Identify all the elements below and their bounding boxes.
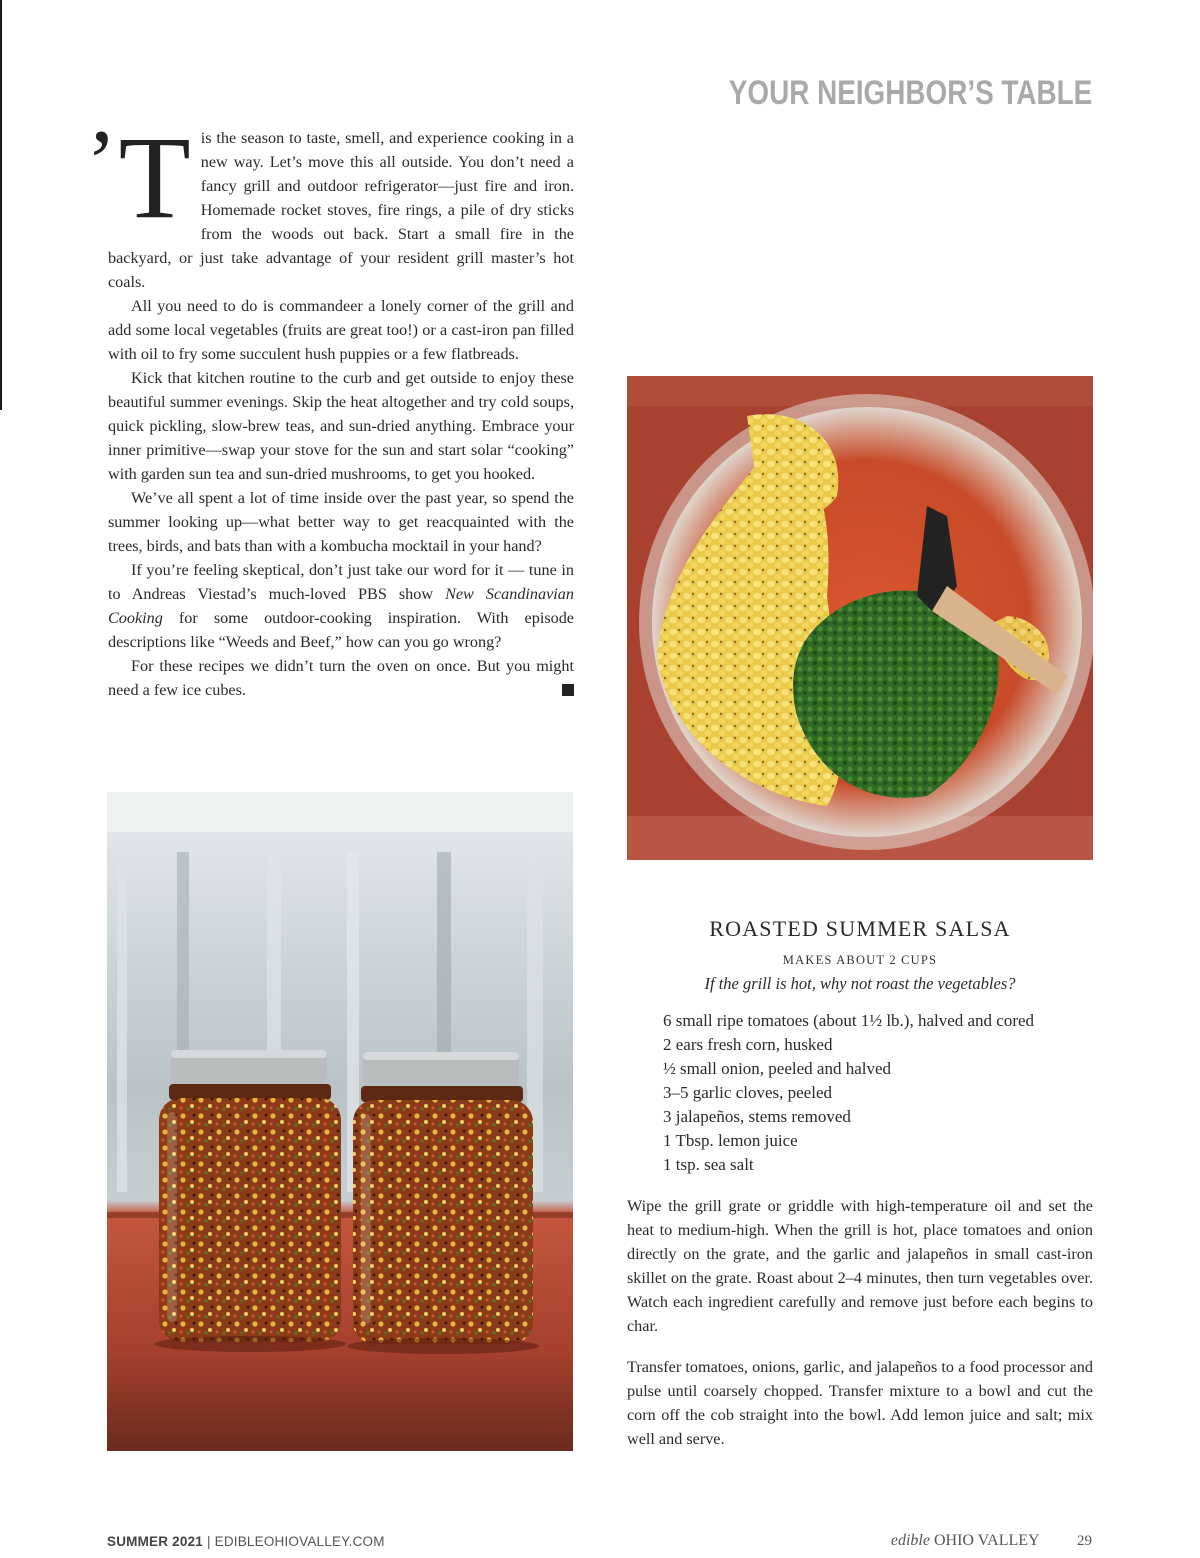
- intro-paragraph-1: ’T is the season to taste, smell, and experience cooking in a new way. Let’s move this all outside. You don’t need a fancy grill and outdoor refrigerator—just fire and iron. Homemade rocket stoves, fire rings, a pile of dry sticks from the woods out back. Start a small fire in the backyard, or just take advantage of your resident grill master’s hot coals.: [86, 111, 574, 291]
- recipe-tagline: If the grill is hot, why not roast the vegetables?: [704, 974, 1016, 993]
- intro-paragraph-6: For these recipes we didn’t turn the oven on once. But you might need a few ice cubes.: [108, 657, 574, 699]
- salsa-jars-photo: [107, 792, 573, 1451]
- intro-paragraph-2: All you need to do is commandeer a lonely corner of the grill and add some local vegetables (fruits are great too!) or a cast-iron pan filled with oil to fry some succulent hush puppies or a few flatbreads.: [108, 297, 574, 363]
- method-step-2: Transfer tomatoes, onions, garlic, and jalapeños to a food processor and pulse until coarsely chopped. Transfer mixture to a bowl and cut the corn off the cob straight into the bowl. Add lemon juice and salt; mix well and serve.: [627, 1358, 1093, 1448]
- ingredient-item: 1 tsp. sea salt: [663, 1155, 754, 1174]
- ingredient-item: 6 small ripe tomatoes (about 1½ lb.), halved and cored: [663, 1011, 1035, 1030]
- recipe-title: ROASTED SUMMER SALSA: [709, 916, 1011, 941]
- brand-region: OHIO VALLEY: [933, 1532, 1039, 1549]
- salsa-bowl-illustration: [627, 376, 1093, 860]
- page-edge-rule: [0, 0, 2, 410]
- recipe-yield: MAKES ABOUT 2 CUPS: [782, 953, 938, 967]
- salsa-bowl-photo: [627, 376, 1093, 860]
- footer-issue-info: [107, 1534, 385, 1549]
- ingredient-item: 1 Tbsp. lemon juice: [663, 1131, 798, 1150]
- end-mark: [562, 684, 574, 696]
- salsa-jars-illustration: [107, 792, 573, 1451]
- intro-paragraph-3: Kick that kitchen routine to the curb and get outside to enjoy these beautiful summer evenings. Skip the heat altogether and try cold soups, quick pickling, slow-brew teas, and sun-dried anything. Embrace your inner primitive—swap your stove for the sun and start solar “cooking” with garden sun tea and sun-dried mushrooms, to get you hooked.: [108, 369, 574, 483]
- drop-cap: ’T: [86, 111, 191, 243]
- footer-season: SUMMER 2021: [107, 1534, 203, 1549]
- ingredient-list: [663, 1009, 1034, 1177]
- footer-website: EDIBLEOHIOVALLEY.COM: [214, 1534, 385, 1549]
- ingredient-item: ½ small onion, peeled and halved: [663, 1059, 892, 1078]
- brand-edible: edible: [890, 1532, 930, 1549]
- ingredient-item: 2 ears fresh corn, husked: [663, 1035, 833, 1054]
- intro-paragraph-4: We’ve all spent a lot of time inside over the past year, so spend the summer looking up—what better way to get reacquainted with the trees, birds, and bats than with a kombucha mocktail in your hand?: [108, 489, 574, 555]
- section-title: YOUR NEIGHBOR’S TABLE: [728, 74, 1092, 112]
- footer-brand: [891, 1532, 1092, 1550]
- method-step-1: Wipe the grill grate or griddle with high-temperature oil and set the heat to medium-high. When the grill is hot, place tomatoes and onion directly on the grate, and the garlic and jalapeños in small cast-iron skillet on the grate. Roast about 2–4 minutes, then turn vegetables over. Watch each ingredient carefully and remove just before each begins to char.: [627, 1197, 1093, 1335]
- ingredient-item: 3 jalapeños, stems removed: [663, 1107, 851, 1126]
- page-number: 29: [1077, 1533, 1092, 1549]
- show-title: New Scandinavian Cooking: [108, 585, 574, 627]
- intro-article: [86, 111, 574, 702]
- footer-separator: |: [206, 1534, 211, 1549]
- intro-paragraph-5: If you’re feeling skeptical, don’t just take our word for it — tune in to Andreas Viestad’s much-loved PBS show New Scandinavian Cooking for some outdoor-cooking inspiration. With episode descriptions like “Weeds and Beef,” how can you go wrong?: [108, 561, 574, 651]
- ingredient-item: 3–5 garlic cloves, peeled: [663, 1083, 832, 1102]
